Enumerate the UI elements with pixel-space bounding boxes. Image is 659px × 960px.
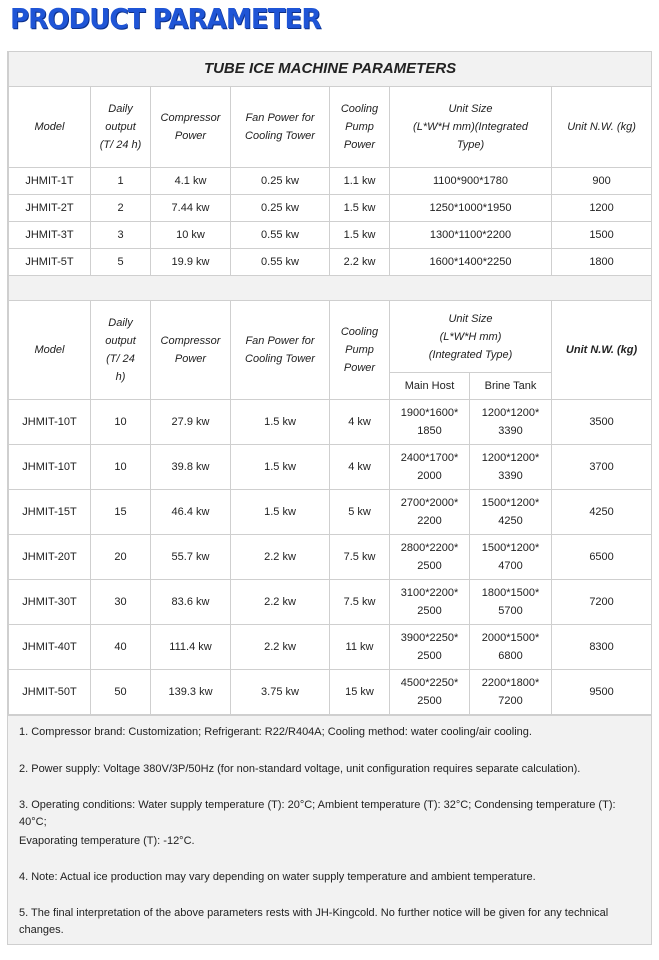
table-row [9,445,652,490]
header-pump-power: Cooling Pump Power [330,87,390,168]
table-row [9,168,652,195]
header-daily-output: Daily output (T/ 24 h) [91,87,151,168]
table-row [9,195,652,222]
cell-model: JHMIT-2T [9,195,91,222]
cell-fan-power: 1.5 kw [231,445,330,490]
cell-daily-output: 5 [91,249,151,276]
cell-fan-power: 2.2 kw [231,625,330,670]
header-row-2 [9,301,652,373]
note-5: 5. The final interpretation of the above parameters rests with JH-Kingcold. No further notice will be given for any technical changes. [19,907,609,936]
cell-daily-output: 10 [91,400,151,445]
cell-unit-size: 1250*1000*1950 [390,195,552,222]
cell-brine-tank: 2200*1800* 7200 [470,670,552,715]
header-unit-size: Unit Size (L*W*H mm)(Integrated Type) [390,87,552,168]
cell-compressor-power: 111.4 kw [151,625,231,670]
cell-compressor-power: 10 kw [151,222,231,249]
note-3-continued: Evaporating temperature (T): -12°C. [19,835,195,847]
parameter-table [8,52,652,715]
table-row [9,625,652,670]
cell-model: JHMIT-10T [9,445,91,490]
cell-unit-weight: 7200 [552,580,652,625]
cell-pump-power: 7.5 kw [330,580,390,625]
cell-pump-power: 5 kw [330,490,390,535]
cell-unit-weight: 1200 [552,195,652,222]
notes-panel [7,715,652,945]
cell-fan-power: 3.75 kw [231,670,330,715]
cell-daily-output: 1 [91,168,151,195]
header-row-1 [9,87,652,168]
parameter-table-frame [7,51,652,716]
cell-unit-weight: 8300 [552,625,652,670]
header-brine-tank: Brine Tank [470,373,552,400]
cell-brine-tank: 1500*1200* 4700 [470,535,552,580]
header-daily-output-2: Daily output (T/ 24 h) [91,301,151,400]
table-row [9,580,652,625]
table-title: TUBE ICE MACHINE PARAMETERS [9,52,652,87]
cell-daily-output: 2 [91,195,151,222]
cell-main-host: 4500*2250* 2500 [390,670,470,715]
header-main-host: Main Host [390,373,470,400]
header-fan-power-2: Fan Power for Cooling Tower [231,301,330,400]
header-unit-weight: Unit N.W. (kg) [552,87,652,168]
cell-pump-power: 15 kw [330,670,390,715]
cell-daily-output: 50 [91,670,151,715]
cell-daily-output: 20 [91,535,151,580]
cell-pump-power: 4 kw [330,445,390,490]
cell-unit-weight: 3500 [552,400,652,445]
table-row [9,249,652,276]
cell-fan-power: 0.55 kw [231,249,330,276]
cell-pump-power: 1.5 kw [330,222,390,249]
note-4: 4. Note: Actual ice production may vary depending on water supply temperature and ambient temperature. [19,871,536,883]
cell-model: JHMIT-15T [9,490,91,535]
cell-main-host: 2400*1700* 2000 [390,445,470,490]
cell-fan-power: 0.25 kw [231,195,330,222]
cell-fan-power: 0.55 kw [231,222,330,249]
header-compressor-power: Compressor Power [151,87,231,168]
cell-unit-weight: 4250 [552,490,652,535]
cell-model: JHMIT-1T [9,168,91,195]
cell-compressor-power: 27.9 kw [151,400,231,445]
cell-unit-size: 1100*900*1780 [390,168,552,195]
cell-model: JHMIT-40T [9,625,91,670]
cell-fan-power: 2.2 kw [231,580,330,625]
cell-daily-output: 30 [91,580,151,625]
table-section-spacer [9,276,652,301]
cell-unit-weight: 6500 [552,535,652,580]
cell-fan-power: 1.5 kw [231,490,330,535]
cell-fan-power: 1.5 kw [231,400,330,445]
header-pump-power-2: Cooling Pump Power [330,301,390,400]
cell-fan-power: 0.25 kw [231,168,330,195]
cell-daily-output: 15 [91,490,151,535]
cell-model: JHMIT-3T [9,222,91,249]
cell-unit-weight: 1800 [552,249,652,276]
note-2: 2. Power supply: Voltage 380V/3P/50Hz (for non-standard voltage, unit configuration requires separate calculation). [19,763,581,775]
table-row [9,400,652,445]
cell-main-host: 2700*2000* 2200 [390,490,470,535]
cell-fan-power: 2.2 kw [231,535,330,580]
cell-daily-output: 40 [91,625,151,670]
header-fan-power: Fan Power for Cooling Tower [231,87,330,168]
cell-unit-size: 1300*1100*2200 [390,222,552,249]
cell-unit-weight: 1500 [552,222,652,249]
cell-main-host: 3100*2200* 2500 [390,580,470,625]
cell-main-host: 3900*2250* 2500 [390,625,470,670]
header-model: Model [9,87,91,168]
cell-brine-tank: 1500*1200* 4250 [470,490,552,535]
cell-daily-output: 3 [91,222,151,249]
cell-compressor-power: 55.7 kw [151,535,231,580]
header-unit-weight-2: Unit N.W. (kg) [552,301,652,400]
cell-main-host: 1900*1600* 1850 [390,400,470,445]
cell-unit-weight: 9500 [552,670,652,715]
cell-pump-power: 1.5 kw [330,195,390,222]
table-row [9,535,652,580]
cell-model: JHMIT-30T [9,580,91,625]
cell-pump-power: 11 kw [330,625,390,670]
cell-brine-tank: 1800*1500* 5700 [470,580,552,625]
note-3: 3. Operating conditions: Water supply temperature (T): 20°C; Ambient temperature (T): 32°C; Condensing temperature (T): 40°C; [19,799,616,828]
cell-unit-weight: 3700 [552,445,652,490]
cell-model: JHMIT-10T [9,400,91,445]
cell-pump-power: 1.1 kw [330,168,390,195]
cell-compressor-power: 19.9 kw [151,249,231,276]
cell-main-host: 2800*2200* 2500 [390,535,470,580]
table-row [9,222,652,249]
header-unit-size-2: Unit Size (L*W*H mm) (Integrated Type) [390,301,552,373]
cell-pump-power: 2.2 kw [330,249,390,276]
cell-daily-output: 10 [91,445,151,490]
cell-unit-weight: 900 [552,168,652,195]
cell-model: JHMIT-20T [9,535,91,580]
cell-compressor-power: 139.3 kw [151,670,231,715]
table-row [9,490,652,535]
cell-pump-power: 4 kw [330,400,390,445]
cell-compressor-power: 7.44 kw [151,195,231,222]
header-model-2: Model [9,301,91,400]
cell-unit-size: 1600*1400*2250 [390,249,552,276]
page-banner: PRODUCT PARAMETER [10,2,321,35]
cell-model: JHMIT-5T [9,249,91,276]
cell-brine-tank: 2000*1500* 6800 [470,625,552,670]
note-1: 1. Compressor brand: Customization; Refrigerant: R22/R404A; Cooling method: water cooling/air cooling. [19,726,532,738]
cell-pump-power: 7.5 kw [330,535,390,580]
cell-compressor-power: 4.1 kw [151,168,231,195]
header-compressor-power-2: Compressor Power [151,301,231,400]
cell-compressor-power: 83.6 kw [151,580,231,625]
cell-brine-tank: 1200*1200* 3390 [470,445,552,490]
table-row [9,670,652,715]
cell-model: JHMIT-50T [9,670,91,715]
cell-compressor-power: 46.4 kw [151,490,231,535]
cell-brine-tank: 1200*1200* 3390 [470,400,552,445]
cell-compressor-power: 39.8 kw [151,445,231,490]
